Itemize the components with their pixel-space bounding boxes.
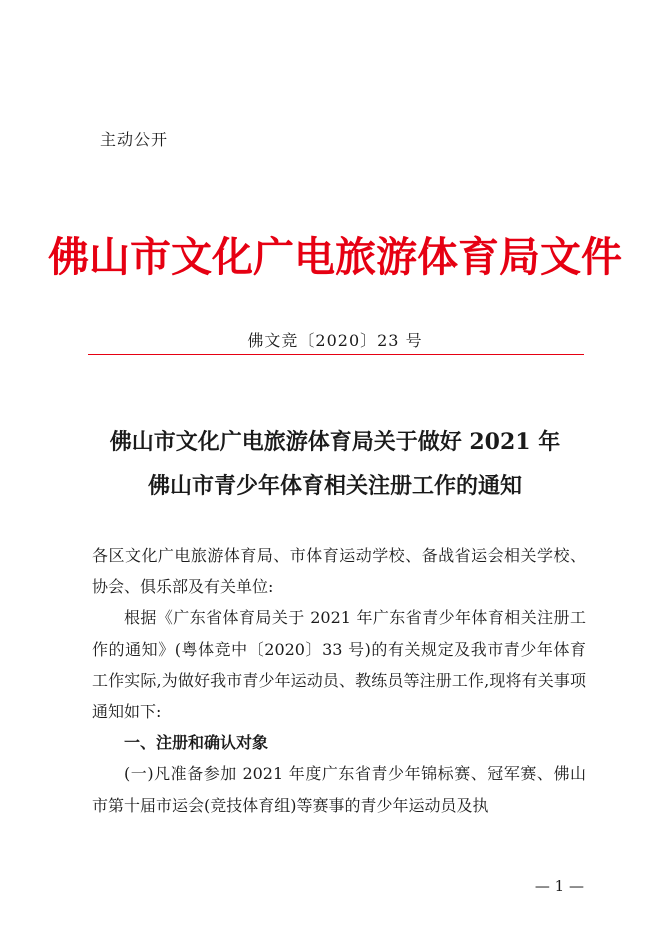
disclosure-label: 主动公开 [100,130,169,149]
notice-title-line1: 佛山市文化广电旅游体育局关于做好 2021 年 [109,429,561,455]
notice-body [92,540,586,821]
document-number: 佛文竞〔2020〕23 号 [247,331,423,350]
notice-title-line2: 佛山市青少年体育相关注册工作的通知 [147,473,522,499]
red-divider-line [88,354,584,355]
body-paragraph: 根据《广东省体育局关于 2021 年广东省青少年体育相关注册工作的通知》(粤体竞中〔2020〕33 号)的有关规定及我市青少年体育工作实际,为做好我市青少年运动员、教练员等注册工作,现将有关事项通知如下: [92,608,586,722]
page-number: — 1 — [534,877,584,895]
body-paragraph: (一)凡准备参加 2021 年度广东省青少年锦标赛、冠军赛、佛山市第十届市运会(竞技体育组)等赛事的青少年运动员及执 [92,764,586,815]
addressee-paragraph: 各区文化广电旅游体育局、市体育运动学校、备战省运会相关学校、协会、俱乐部及有关单位: [92,546,586,597]
section-heading: 一、注册和确认对象 [124,733,269,753]
notice-title [60,420,610,508]
masthead-title: 佛山市文化广电旅游体育局文件 [48,233,622,281]
